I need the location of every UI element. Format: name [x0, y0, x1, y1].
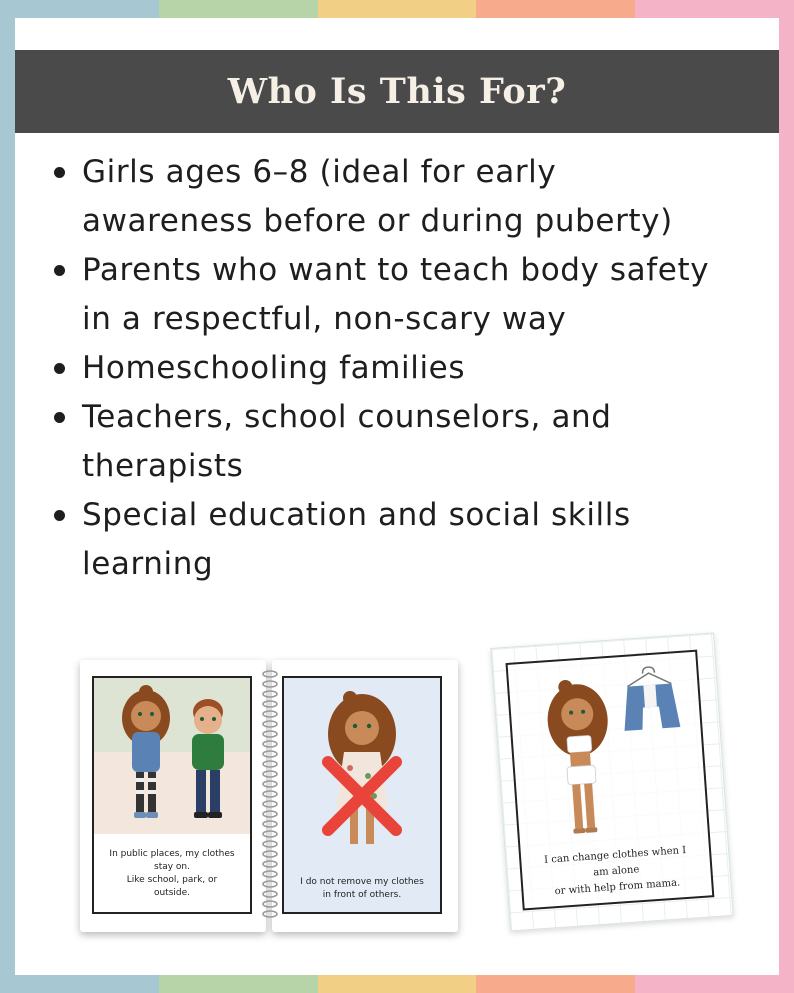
- book-left-page-frame: [92, 676, 252, 914]
- spiral-binding-icon: [260, 668, 280, 924]
- audience-item-line: Teachers, school counselors, and: [82, 399, 612, 435]
- audience-item-line: Special education and social skills: [82, 497, 631, 533]
- girl-illustration: [284, 678, 440, 858]
- audience-item-line: awareness before or during puberty): [82, 203, 673, 239]
- audience-list: [82, 148, 772, 589]
- flashcard-caption: I can change clothes when I am alone or with help from mama.: [543, 844, 687, 898]
- audience-item: [82, 344, 772, 393]
- flashcard-mockup: [490, 633, 731, 930]
- frame-top-stripe: [0, 0, 794, 18]
- book-left-page: [80, 660, 266, 932]
- audience-item-line: Parents who want to teach body safety: [82, 252, 710, 288]
- audience-item: [82, 148, 772, 246]
- flashcard-frame: [506, 650, 715, 911]
- book-mockup: [80, 660, 460, 932]
- frame-bottom-stripe: [0, 975, 794, 993]
- book-right-page-frame: [282, 676, 442, 914]
- book-right-caption: I do not remove my clothes in front of others.: [300, 877, 424, 900]
- kids-illustration: [94, 678, 250, 838]
- page-title: Who Is This For?: [227, 71, 567, 112]
- frame-left-stripe: [0, 0, 15, 993]
- audience-item: [82, 246, 772, 344]
- audience-item-line: Girls ages 6–8 (ideal for early: [82, 154, 557, 190]
- book-left-caption: In public places, my clothes stay on. Like school, park, or outside.: [109, 849, 235, 898]
- audience-item-line: Homeschooling families: [82, 350, 466, 386]
- title-banner: [15, 50, 779, 133]
- audience-item-line: therapists: [82, 448, 244, 484]
- dressing-illustration: [508, 652, 709, 855]
- audience-item-line: learning: [82, 546, 214, 582]
- audience-item: [82, 491, 772, 589]
- audience-item: [82, 393, 772, 491]
- frame-right-stripe: [779, 0, 794, 993]
- audience-item-line: in a respectful, non-scary way: [82, 301, 567, 337]
- book-right-page: [272, 660, 458, 932]
